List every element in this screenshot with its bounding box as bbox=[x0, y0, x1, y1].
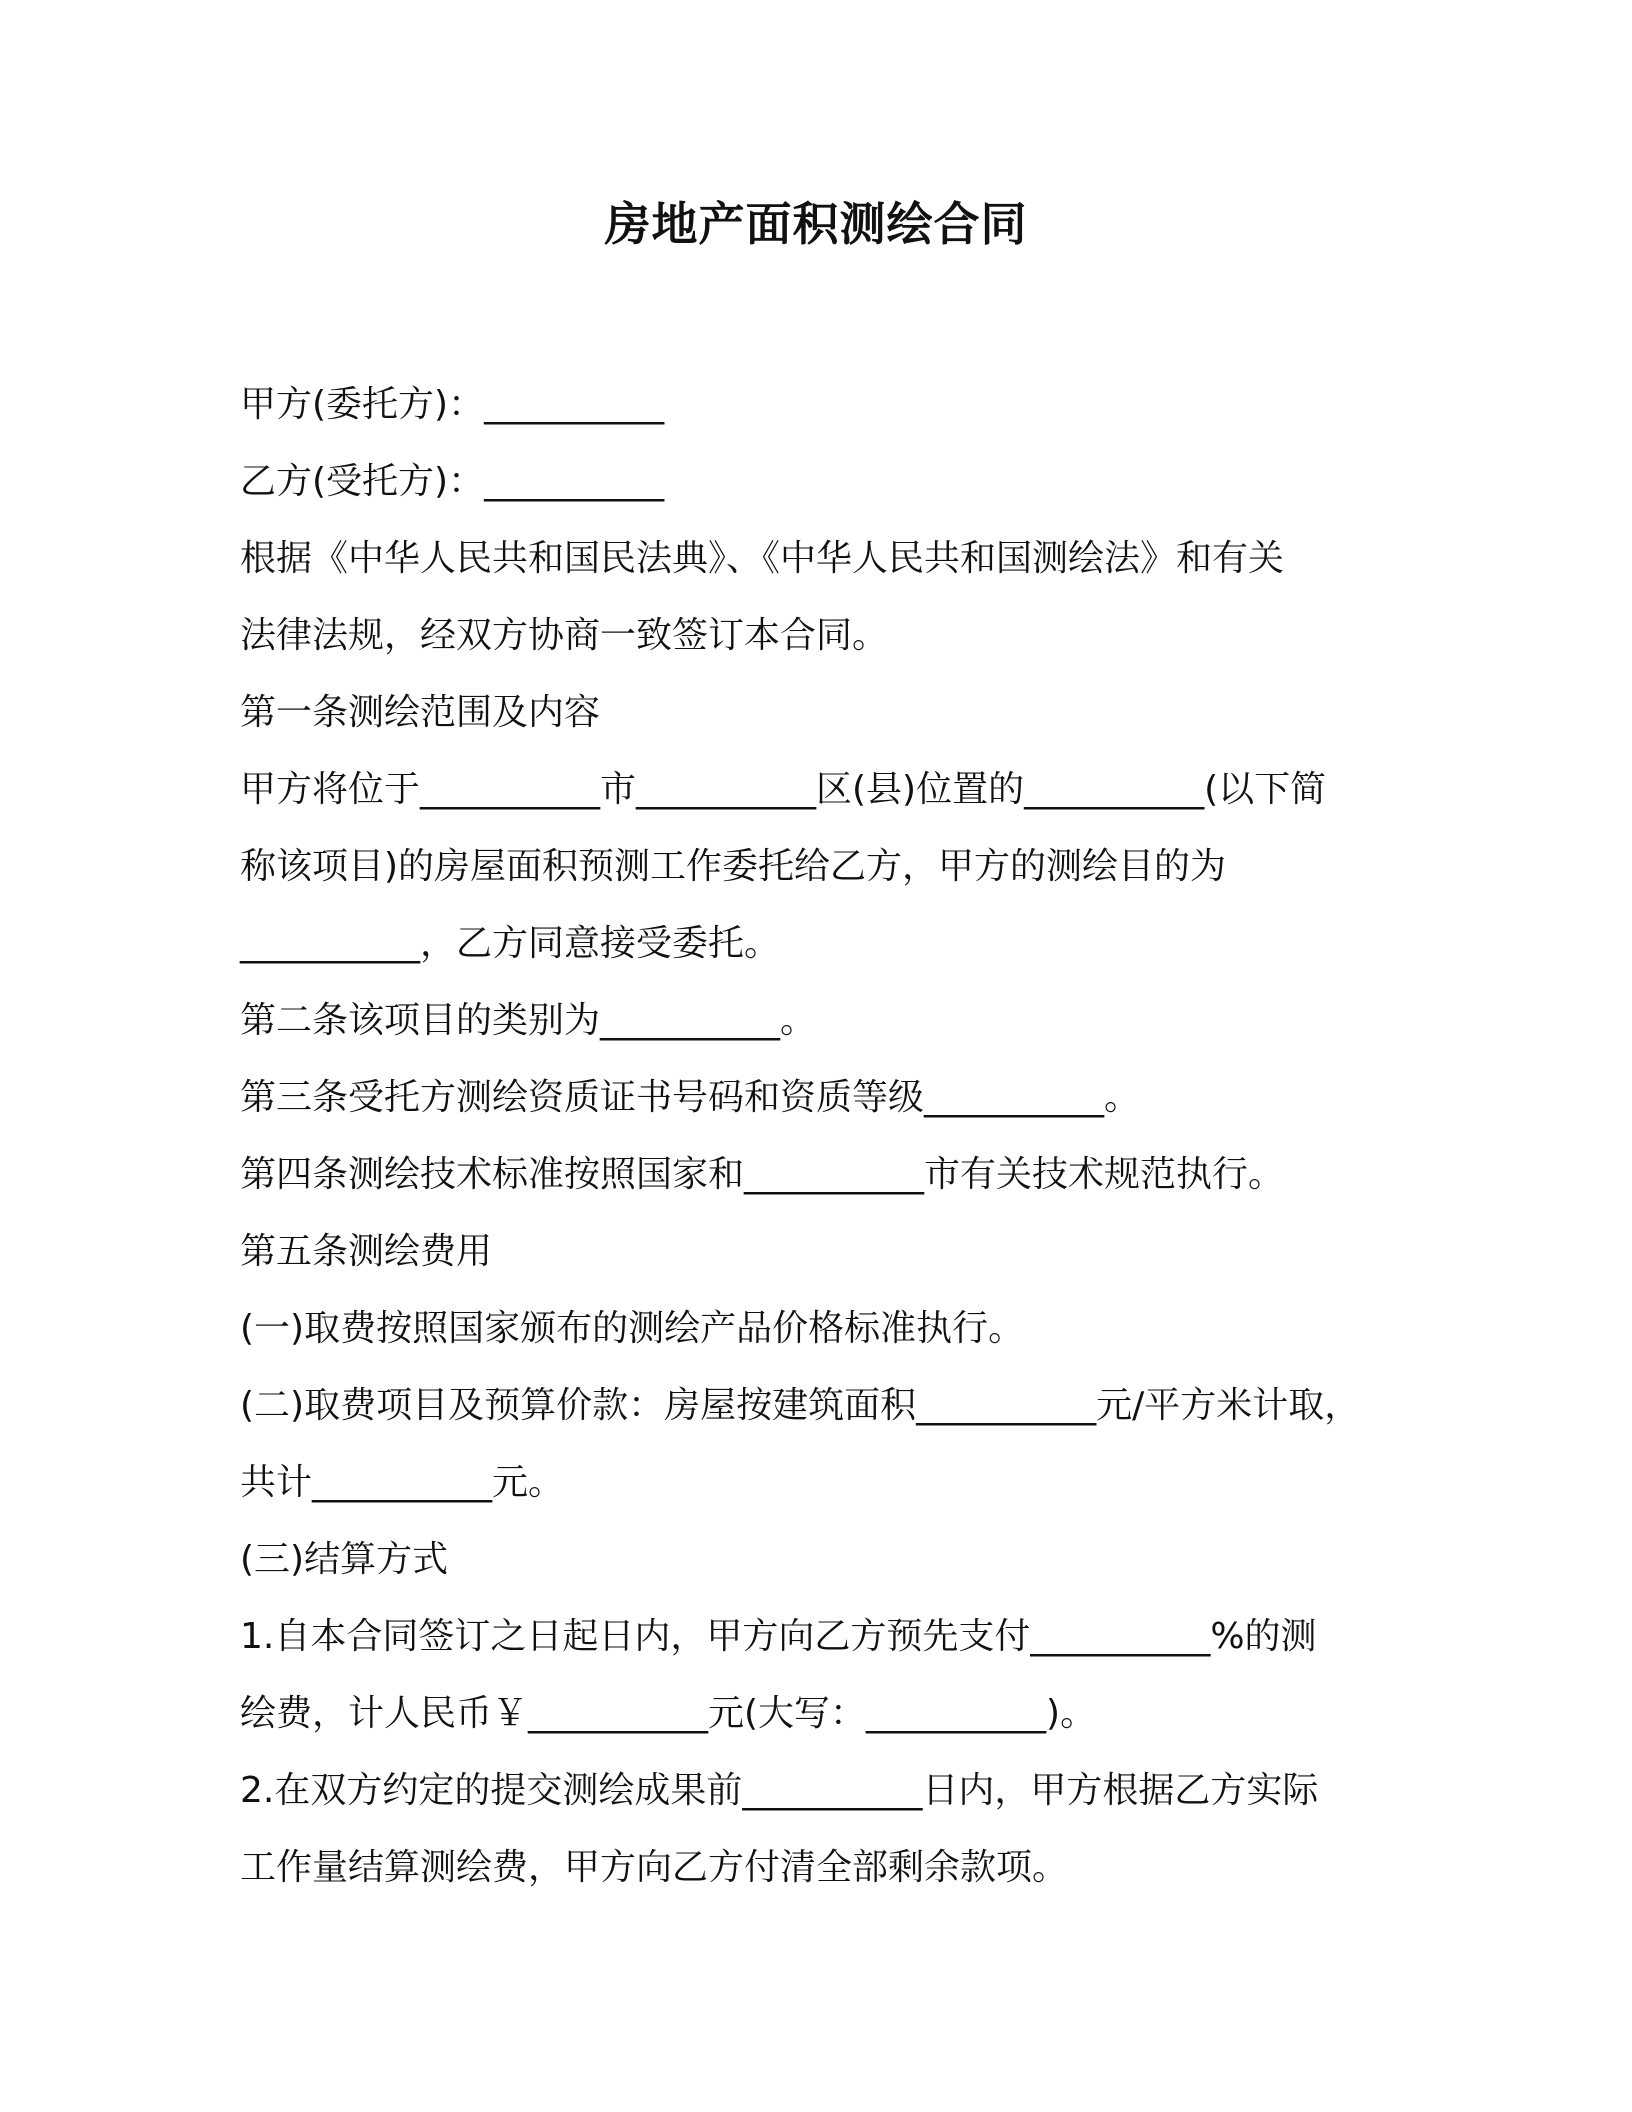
article-4-line: 第四条测绘技术标准按照国家和__________市有关技术规范执行。 bbox=[240, 1154, 1285, 1195]
article-2-line: 第二条该项目的类别为__________。 bbox=[240, 1000, 817, 1041]
party-b-line: 乙方(受托方)：__________ bbox=[240, 461, 665, 502]
fee-item-1-line: (一)取费按照国家颁布的测绘产品价格标准执行。 bbox=[240, 1308, 1025, 1349]
fee-item-3-heading: (三)结算方式 bbox=[240, 1539, 449, 1580]
document-body bbox=[240, 366, 1400, 1906]
document-title: 房地产面积测绘合同 bbox=[604, 197, 1028, 251]
article-1-line-2: 称该项目)的房屋面积预测工作委托给乙方，甲方的测绘目的为 bbox=[240, 846, 1227, 887]
party-a-line: 甲方(委托方)：__________ bbox=[240, 384, 665, 425]
settlement-2-line-1: 2.在双方约定的提交测绘成果前__________日内，甲方根据乙方实际 bbox=[240, 1770, 1319, 1811]
preamble-line-2: 法律法规，经双方协商一致签订本合同。 bbox=[240, 615, 889, 656]
settlement-1-line-1: 1.自本合同签订之日起日内，甲方向乙方预先支付__________%的测 bbox=[240, 1616, 1317, 1657]
article-5-heading: 第五条测绘费用 bbox=[240, 1231, 493, 1272]
settlement-1-line-2: 绘费，计人民币￥__________元(大写：__________)。 bbox=[240, 1693, 1097, 1734]
settlement-2-line-2: 工作量结算测绘费，甲方向乙方付清全部剩余款项。 bbox=[240, 1847, 1069, 1888]
article-3-line: 第三条受托方测绘资质证书号码和资质等级__________。 bbox=[240, 1077, 1141, 1118]
article-1-heading: 第一条测绘范围及内容 bbox=[240, 692, 601, 733]
fee-item-2-line-1: (二)取费项目及预算价款：房屋按建筑面积__________元/平方米计取， bbox=[240, 1385, 1361, 1426]
article-1-line-3: __________，乙方同意接受委托。 bbox=[240, 923, 781, 964]
preamble-line-1: 根据《中华人民共和国民法典》、《中华人民共和国测绘法》和有关 bbox=[240, 538, 1285, 579]
article-1-line-1: 甲方将位于__________市__________区(县)位置的__________(以下简 bbox=[240, 769, 1327, 810]
fee-item-2-line-2: 共计__________元。 bbox=[240, 1462, 565, 1503]
